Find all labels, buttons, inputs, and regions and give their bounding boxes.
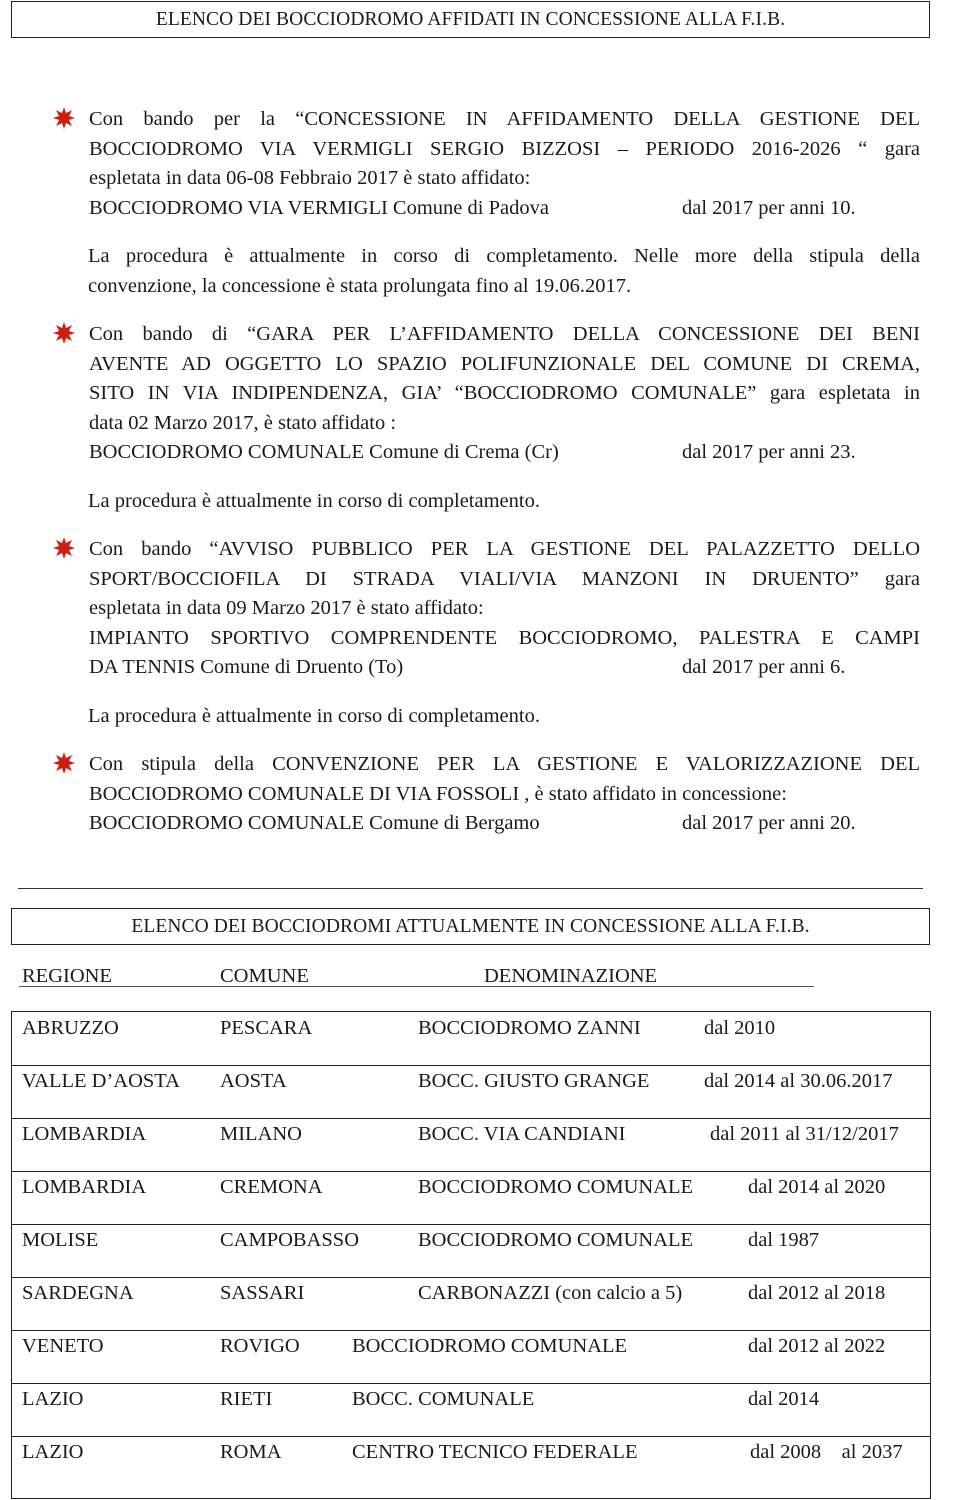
item4-period: dal 2017 per anni 20.	[682, 812, 856, 834]
header-denominazione: DENOMINAZIONE	[484, 965, 658, 987]
table-row	[12, 1330, 930, 1384]
table-row	[12, 1012, 930, 1066]
cell-comune: CREMONA	[220, 1176, 323, 1198]
item1-note-line1: La procedura è attualmente in corso di completamento. Nelle more della stipula della	[88, 245, 920, 267]
cell-regione: MOLISE	[22, 1229, 99, 1251]
item3-line1: Con bando “AVVISO PUBBLICO PER LA GESTIONE DEL PALAZZETTO DELLO	[89, 538, 920, 560]
table-row	[12, 1171, 930, 1225]
item3-note: La procedura è attualmente in corso di completamento.	[88, 705, 540, 727]
cell-periodo: dal 2012 al 2022	[748, 1335, 886, 1357]
cell-regione: LOMBARDIA	[22, 1123, 147, 1145]
item1-line4: BOCCIODROMO VIA VERMIGLI Comune di Padova	[89, 197, 549, 219]
header-underline	[19, 986, 814, 987]
cell-denominazione: BOCC. VIA CANDIANI	[418, 1123, 626, 1145]
cell-denominazione: BOCCIODROMO COMUNALE	[352, 1335, 628, 1357]
item1-period: dal 2017 per anni 10.	[682, 197, 856, 219]
table-title: ELENCO DEI BOCCIODROMI ATTUALMENTE IN CONCESSIONE ALLA F.I.B.	[11, 908, 930, 945]
table-row	[12, 1436, 930, 1489]
item3-line3: espletata in data 09 Marzo 2017 è stato affidato:	[89, 597, 484, 619]
cell-periodo: dal 2008 al 2037	[750, 1441, 903, 1463]
cell-regione: LAZIO	[22, 1388, 84, 1410]
item2-line3: SITO IN VIA INDIPENDENZA, GIA’ “BOCCIODROMO COMUNALE” gara espletata in	[89, 382, 920, 404]
item1-line1: Con bando per la “CONCESSIONE IN AFFIDAMENTO DELLA GESTIONE DEL	[89, 108, 920, 130]
item1-line3: espletata in data 06-08 Febbraio 2017 è stato affidato:	[89, 167, 531, 189]
bullet-star-icon	[53, 752, 75, 774]
item1-note-line2: convenzione, la concessione è stata prolungata fino al 19.06.2017.	[88, 275, 632, 297]
item2-line5: BOCCIODROMO COMUNALE Comune di Crema (Cr)	[89, 441, 559, 463]
cell-regione: VALLE D’AOSTA	[22, 1070, 180, 1092]
cell-periodo: dal 2011 al 31/12/2017	[710, 1123, 899, 1145]
table-row	[12, 1224, 930, 1278]
concession-table	[11, 1011, 931, 1499]
cell-periodo: dal 2014	[748, 1388, 820, 1410]
cell-denominazione: BOCCIODROMO COMUNALE	[418, 1229, 694, 1251]
bullet-star-icon	[53, 537, 75, 559]
cell-periodo: dal 2014 al 2020	[748, 1176, 886, 1198]
item4-line1: Con stipula della CONVENZIONE PER LA GESTIONE E VALORIZZAZIONE DEL	[89, 753, 920, 775]
item3-line2: SPORT/BOCCIOFILA DI STRADA VIALI/VIA MANZONI IN DRUENTO” gara	[89, 568, 920, 590]
cell-denominazione: CENTRO TECNICO FEDERALE	[352, 1441, 638, 1463]
item4-line3: BOCCIODROMO COMUNALE Comune di Bergamo	[89, 812, 540, 834]
cell-comune: SASSARI	[220, 1282, 305, 1304]
cell-periodo: dal 2014 al 30.06.2017	[704, 1070, 893, 1092]
item2-period: dal 2017 per anni 23.	[682, 441, 856, 463]
item4-line2: BOCCIODROMO COMUNALE DI VIA FOSSOLI , è stato affidato in concessione:	[89, 783, 787, 805]
header-regione: REGIONE	[22, 965, 112, 987]
cell-comune: ROMA	[220, 1441, 282, 1463]
cell-comune: PESCARA	[220, 1017, 313, 1039]
section-divider	[18, 888, 923, 889]
document-title: ELENCO DEI BOCCIODROMO AFFIDATI IN CONCESSIONE ALLA F.I.B.	[11, 1, 930, 38]
cell-regione: LOMBARDIA	[22, 1176, 147, 1198]
cell-comune: CAMPOBASSO	[220, 1229, 359, 1251]
cell-denominazione: BOCC. COMUNALE	[352, 1388, 535, 1410]
table-row	[12, 1065, 930, 1119]
cell-periodo: dal 2010	[704, 1017, 776, 1039]
header-comune: COMUNE	[220, 965, 309, 987]
cell-periodo: dal 2012 al 2018	[748, 1282, 886, 1304]
cell-regione: VENETO	[22, 1335, 104, 1357]
item2-line1: Con bando di “GARA PER L’AFFIDAMENTO DELLA CONCESSIONE DEI BENI	[89, 323, 920, 345]
cell-denominazione: BOCC. GIUSTO GRANGE	[418, 1070, 650, 1092]
item3-line4: IMPIANTO SPORTIVO COMPRENDENTE BOCCIODROMO, PALESTRA E CAMPI	[89, 627, 920, 649]
item1-line2: BOCCIODROMO VIA VERMIGLI SERGIO BIZZOSI – PERIODO 2016-2026 “ gara	[89, 138, 920, 160]
cell-comune: RIETI	[220, 1388, 273, 1410]
table-row	[12, 1383, 930, 1437]
cell-denominazione: BOCCIODROMO COMUNALE	[418, 1176, 694, 1198]
item2-line4: data 02 Marzo 2017, è stato affidato :	[89, 412, 397, 434]
cell-regione: ABRUZZO	[22, 1017, 119, 1039]
item2-note: La procedura è attualmente in corso di completamento.	[88, 490, 540, 512]
cell-comune: ROVIGO	[220, 1335, 300, 1357]
item3-period: dal 2017 per anni 6.	[682, 656, 846, 678]
cell-denominazione: CARBONAZZI (con calcio a 5)	[418, 1282, 683, 1304]
cell-denominazione: BOCCIODROMO ZANNI	[418, 1017, 641, 1039]
cell-regione: LAZIO	[22, 1441, 84, 1463]
cell-comune: AOSTA	[220, 1070, 287, 1092]
bullet-star-icon	[53, 107, 75, 129]
bullet-star-icon	[53, 322, 75, 344]
item2-line2: AVENTE AD OGGETTO LO SPAZIO POLIFUNZIONALE DEL COMUNE DI CREMA,	[89, 353, 920, 375]
item3-line5: DA TENNIS Comune di Druento (To)	[89, 656, 404, 678]
cell-regione: SARDEGNA	[22, 1282, 134, 1304]
cell-periodo: dal 1987	[748, 1229, 820, 1251]
table-row	[12, 1277, 930, 1331]
table-row	[12, 1118, 930, 1172]
cell-comune: MILANO	[220, 1123, 302, 1145]
